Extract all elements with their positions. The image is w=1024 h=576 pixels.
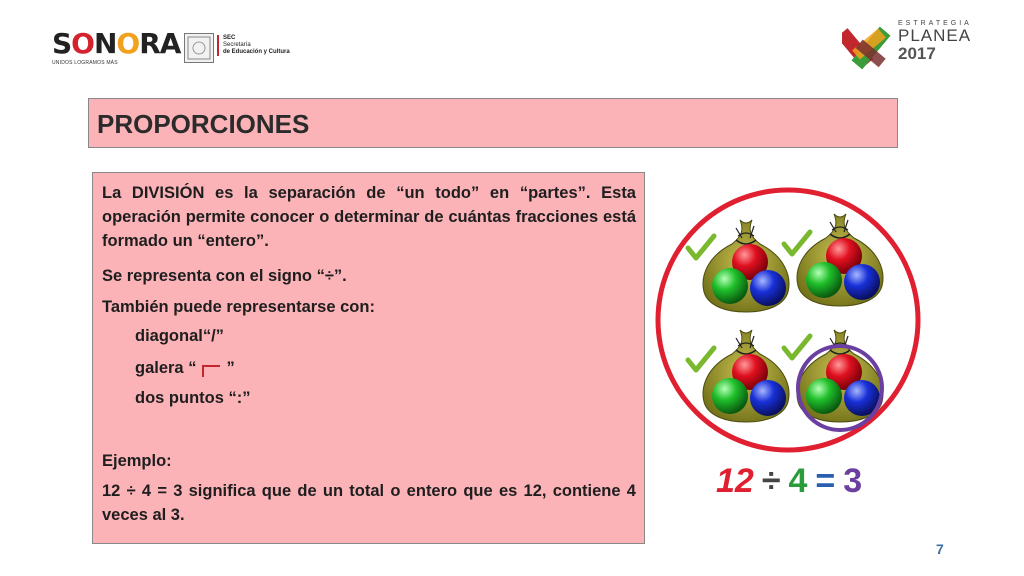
division-illustration bbox=[654, 184, 924, 458]
planea-logo bbox=[842, 18, 982, 80]
ejemplo-text: 12 ÷ 4 = 3 significa que de un total o entero que es 12, contiene 4 veces al 3. bbox=[102, 482, 636, 524]
paragraph-sign: Se representa con el signo “÷”. bbox=[102, 267, 347, 285]
planea-year: 2017 bbox=[898, 44, 936, 63]
ejemplo-label: Ejemplo: bbox=[102, 452, 172, 470]
group-circle bbox=[658, 190, 918, 450]
equation-equals: = bbox=[815, 462, 836, 500]
paragraph-alternatives: También puede representarse con: bbox=[102, 298, 375, 316]
government-seal-icon bbox=[184, 33, 214, 63]
sec-line1: Secretaría bbox=[223, 42, 251, 48]
equation-divisor: 4 bbox=[788, 462, 808, 500]
item-galera: galera “ ” bbox=[135, 359, 235, 377]
equation-quotient: 3 bbox=[843, 462, 863, 500]
item-dos-puntos: dos puntos “:” bbox=[135, 389, 251, 407]
planea-name: PLANEA bbox=[898, 26, 972, 45]
slide-title: PROPORCIONES bbox=[97, 109, 310, 139]
planea-estrategia: ESTRATEGIA bbox=[898, 20, 972, 27]
sec-line2: de Educación y Cultura bbox=[223, 49, 290, 55]
sec-logo bbox=[217, 35, 290, 56]
equation-operator: ÷ bbox=[761, 462, 781, 500]
sonora-logo-text-s: S bbox=[52, 27, 72, 60]
equation-dividend: 12 bbox=[716, 462, 754, 500]
content-box bbox=[92, 172, 645, 544]
division-equation bbox=[716, 462, 862, 501]
planea-emblem-icon bbox=[842, 18, 896, 80]
sonora-tagline: UNIDOS LOGRAMOS MÁS bbox=[52, 60, 118, 66]
header bbox=[0, 0, 1024, 90]
paragraph-definition: La DIVISIÓN es la separación de “un todo” en “partes”. Esta operación permite conocer o determinar de cuántas fracciones está formado un “entero”. bbox=[102, 184, 636, 250]
page-number: 7 bbox=[936, 541, 944, 557]
sec-abbr: SEC bbox=[223, 35, 236, 41]
title-bar bbox=[88, 98, 898, 148]
sonora-logo: SONORA UNIDOS LOGRAMOS MÁS bbox=[52, 27, 181, 66]
item-diagonal: diagonal“/” bbox=[135, 327, 224, 345]
galera-symbol-icon bbox=[200, 362, 222, 376]
